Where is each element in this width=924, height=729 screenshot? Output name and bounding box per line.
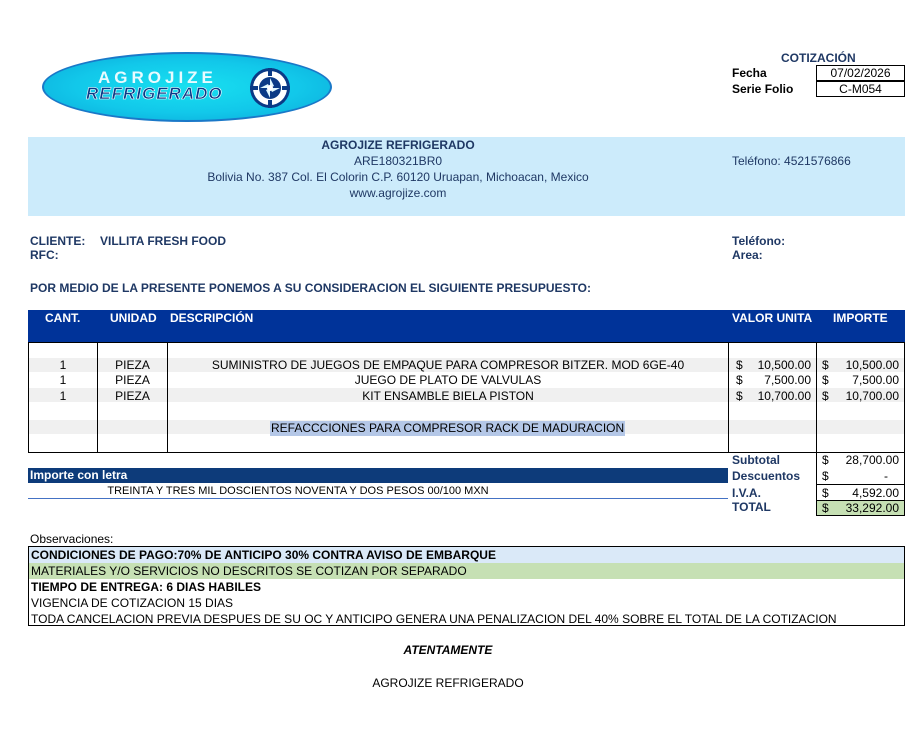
company-rfc: ARE180321BR0	[353, 154, 443, 168]
cell-descripcion: KIT ENSAMBLE BIELA PISTON	[362, 389, 534, 403]
total-value: 33,292.00	[845, 501, 899, 515]
descuentos-value: -	[884, 469, 888, 483]
cell-descripcion: SUMINISTRO DE JUEGOS DE EMPAQUE PARA COMPRESOR BITZER. MOD 6GE-40	[211, 358, 685, 372]
col-cant: CANT.	[45, 311, 81, 325]
descuentos-currency: $	[822, 469, 829, 483]
cell-valor: 10,500.00	[757, 358, 811, 372]
condition-line: MATERIALES Y/O SERVICIOS NO DESCRITOS SE COTIZAN POR SEPARADO	[29, 563, 904, 579]
cell-currency: $	[822, 358, 829, 372]
intro-text: POR MEDIO DE LA PRESENTE PONEMOS A SU CONSIDERACION EL SIGUIENTE PRESUPUESTO:	[30, 281, 591, 295]
signature-name: AGROJIZE REFRIGERADO	[372, 676, 524, 690]
cell-cant: 1	[59, 358, 67, 372]
condition-line: TIEMPO DE ENTREGA: 6 DIAS HABILES	[31, 580, 262, 594]
col-valor-unitario: VALOR UNITA	[732, 311, 813, 325]
rfc-label: RFC:	[30, 248, 59, 262]
document-type: COTIZACIÓN	[781, 51, 856, 65]
totals-divider	[816, 484, 905, 485]
logo-text-top: AGROJIZE	[98, 68, 217, 87]
total-label: TOTAL	[732, 500, 771, 514]
cell-valor: 10,700.00	[757, 389, 811, 403]
closing-text: ATENTAMENTE	[403, 643, 493, 657]
col-divider	[728, 342, 729, 453]
client-area-label: Area:	[732, 248, 763, 262]
table-note: REFACCCIONES PARA COMPRESOR RACK DE MADURACION	[271, 421, 625, 435]
cell-unidad: PIEZA	[115, 389, 150, 403]
cell-currency: $	[736, 389, 743, 403]
cell-importe: 7,500.00	[852, 373, 899, 387]
condition-line: VIGENCIA DE COTIZACION 15 DIAS	[31, 596, 234, 610]
col-importe: IMPORTE	[833, 311, 888, 325]
company-name: AGROJIZE REFRIGERADO	[321, 138, 475, 152]
cell-currency: $	[822, 389, 829, 403]
company-address: Bolivia No. 387 Col. El Colorin C.P. 60120 Uruapan, Michoacan, Mexico	[207, 170, 589, 184]
cell-descripcion: JUEGO DE PLATO DE VALVULAS	[354, 373, 542, 387]
total-currency: $	[822, 501, 829, 515]
logo-text-bottom: REFRIGERADO	[86, 84, 223, 103]
cell-importe: 10,500.00	[845, 358, 899, 372]
fecha-label: Fecha	[732, 66, 767, 80]
subtotal-value: 28,700.00	[845, 453, 899, 467]
company-phone: Teléfono: 4521576866	[732, 154, 851, 168]
cliente-label: CLIENTE:	[30, 234, 86, 248]
iva-label: I.V.A.	[732, 486, 761, 500]
cell-unidad: PIEZA	[115, 358, 150, 372]
subtotal-label: Subtotal	[732, 453, 780, 467]
cell-cant: 1	[59, 373, 67, 387]
iva-currency: $	[822, 486, 829, 500]
cell-unidad: PIEZA	[115, 373, 150, 387]
table-header	[28, 310, 905, 342]
client-phone-label: Teléfono:	[732, 234, 786, 248]
cell-cant: 1	[59, 389, 67, 403]
col-descripcion: DESCRIPCIÓN	[170, 311, 254, 325]
col-unidad: UNIDAD	[110, 311, 157, 325]
condition-line: CONDICIONES DE PAGO:70% DE ANTICIPO 30% CONTRA AVISO DE EMBARQUE	[29, 547, 904, 563]
folio-label: Serie Folio	[732, 82, 794, 96]
importe-letra-label: Importe con letra	[28, 468, 728, 483]
cell-currency: $	[736, 358, 743, 372]
importe-letra-value: TREINTA Y TRES MIL DOSCIENTOS NOVENTA Y DOS PESOS 00/100 MXN	[107, 485, 489, 497]
subtotal-currency: $	[822, 453, 829, 467]
cell-valor: 7,500.00	[764, 373, 811, 387]
observaciones-label: Observaciones:	[30, 532, 114, 546]
col-divider	[816, 342, 817, 453]
descuentos-label: Descuentos	[732, 469, 801, 483]
iva-value: 4,592.00	[852, 486, 899, 500]
folio-value: C-M054	[816, 81, 905, 97]
condition-line: TODA CANCELACION PREVIA DESPUES DE SU OC Y ANTICIPO GENERA UNA PENALIZACION DEL 40% SOBRE EL TOTAL DE LA COTIZACION	[31, 612, 837, 626]
cell-currency: $	[736, 373, 743, 387]
cliente-value: VILLITA FRESH FOOD	[100, 234, 226, 248]
gear-icon	[246, 64, 294, 112]
fecha-value: 07/02/2026	[816, 65, 905, 81]
cell-importe: 10,700.00	[845, 389, 899, 403]
cell-currency: $	[822, 373, 829, 387]
company-website: www.agrojize.com	[349, 186, 447, 200]
